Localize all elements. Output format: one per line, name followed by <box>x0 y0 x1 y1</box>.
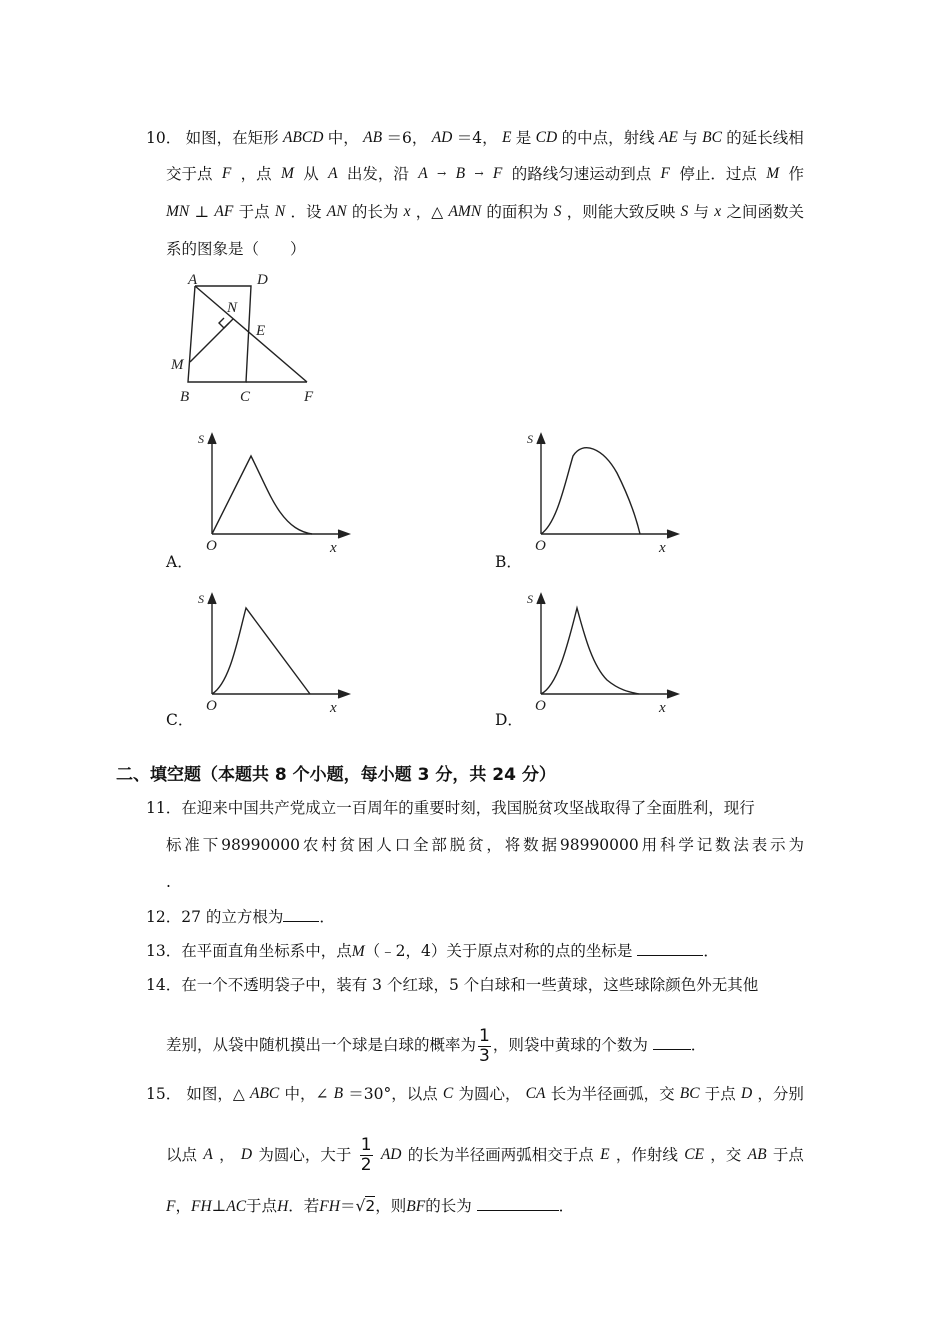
option-b-graph[interactable] <box>527 428 687 558</box>
label-D: D <box>257 272 268 288</box>
svg-text:S: S <box>198 432 204 446</box>
option-d-graph[interactable] <box>527 588 687 718</box>
svg-text:S: S <box>527 432 533 446</box>
svg-text:O: O <box>206 538 217 554</box>
section-2-title: 二、填空题（本题共 8 个小题，每小题 3 分，共 24 分） <box>116 765 556 785</box>
q10-number: 10． <box>146 129 182 147</box>
option-d-label[interactable]: D． <box>495 711 523 729</box>
svg-text:x: x <box>330 700 337 716</box>
option-b-label[interactable]: B． <box>495 553 522 571</box>
q14-answer-blank[interactable] <box>653 1035 691 1050</box>
sqrt-symbol: √ <box>355 1197 366 1215</box>
q11-line3: . <box>166 873 171 891</box>
q10-line3: MN ⊥ AF 于点 N ．设 AN 的长为 x ，△ AMN 的面积为 S ，则能大致反映 S 与 x 之间函数关 <box>166 203 804 221</box>
q12-answer-blank[interactable] <box>283 907 319 922</box>
label-A: A <box>188 272 198 288</box>
label-F: F <box>304 389 314 405</box>
q15-line2: 以点 A ， D 为圆心，大于 $\frac{1}{2}$ AD 的长为半径画两弧相交于点 E ，作射线 CE ，交 AB 于点 <box>166 1134 804 1175</box>
q14-line1: 14．在一个不透明袋子中，装有 3 个红球，5 个白球和一些黄球，这些球除颜色外无其他 <box>146 976 759 994</box>
label-B: B <box>180 389 190 405</box>
svg-text:x: x <box>330 540 337 556</box>
q15-line1: 15． 如图，△ ABC 中，∠ B ＝30°，以点 C 为圆心， CA 长为半径画弧，交 BC 于点 D ，分别 <box>146 1085 804 1103</box>
q14-fraction: $\frac{1}{3}$ <box>479 1025 490 1066</box>
label-M: M <box>171 357 184 373</box>
q13-answer-blank[interactable] <box>637 941 703 956</box>
q12: 12．27 的立方根为 ． <box>146 908 335 926</box>
option-c-label[interactable]: C． <box>166 711 194 729</box>
q15-answer-blank[interactable] <box>477 1196 559 1211</box>
svg-text:O: O <box>535 698 546 714</box>
label-E: E <box>256 323 266 339</box>
q13: 13．在平面直角坐标系中，点M（﹣2，4）关于原点对称的点的坐标是 ． <box>146 942 719 960</box>
q15-line3: F，FH⊥AC于点H．若FH＝√2，则BF的长为 ． <box>166 1197 575 1215</box>
option-c-graph[interactable] <box>198 588 358 718</box>
q10-geometry-figure <box>160 268 330 408</box>
q11-line1: 11．在迎来中国共产党成立一百周年的重要时刻，我国脱贫攻坚战取得了全面胜利，现行 <box>146 799 755 817</box>
q10-line2: 交于点 F ，点 M 从 A 出发，沿 A → B → F 的路线匀速运动到点 F 停止．过点 M 作 <box>166 165 804 183</box>
q11-number: 11． <box>146 799 182 817</box>
label-C: C <box>240 389 251 405</box>
svg-text:x: x <box>659 540 666 556</box>
q10-line1: 10． 如图，在矩形 ABCD 中， AB ＝6， AD ＝4， E 是 CD 的中点，射线 AE 与 BC 的延长线相 <box>146 129 804 147</box>
q14-line2: 差别，从袋中随机摸出一个球是白球的概率为 $\frac{1}{3}$ ，则袋中黄球的个数为 ． <box>166 1025 707 1066</box>
label-N: N <box>227 300 238 316</box>
option-a-graph[interactable] <box>198 428 358 558</box>
q11-line2: 标 准 下 98990000 农 村 贫 困 人 口 全 部 脱 贫 ， 将 数 据 98990000 用 科 学 记 数 法 表 示 为 <box>166 836 804 854</box>
svg-text:S: S <box>198 592 204 606</box>
q15-fraction: $\frac{1}{2}$ <box>360 1134 372 1175</box>
svg-text:O: O <box>206 698 217 714</box>
svg-text:S: S <box>527 592 533 606</box>
svg-text:x: x <box>659 700 666 716</box>
svg-text:O: O <box>535 538 546 554</box>
q10-line4: 系的图象是（ ） <box>166 240 306 258</box>
option-a-label[interactable]: A． <box>166 553 193 571</box>
